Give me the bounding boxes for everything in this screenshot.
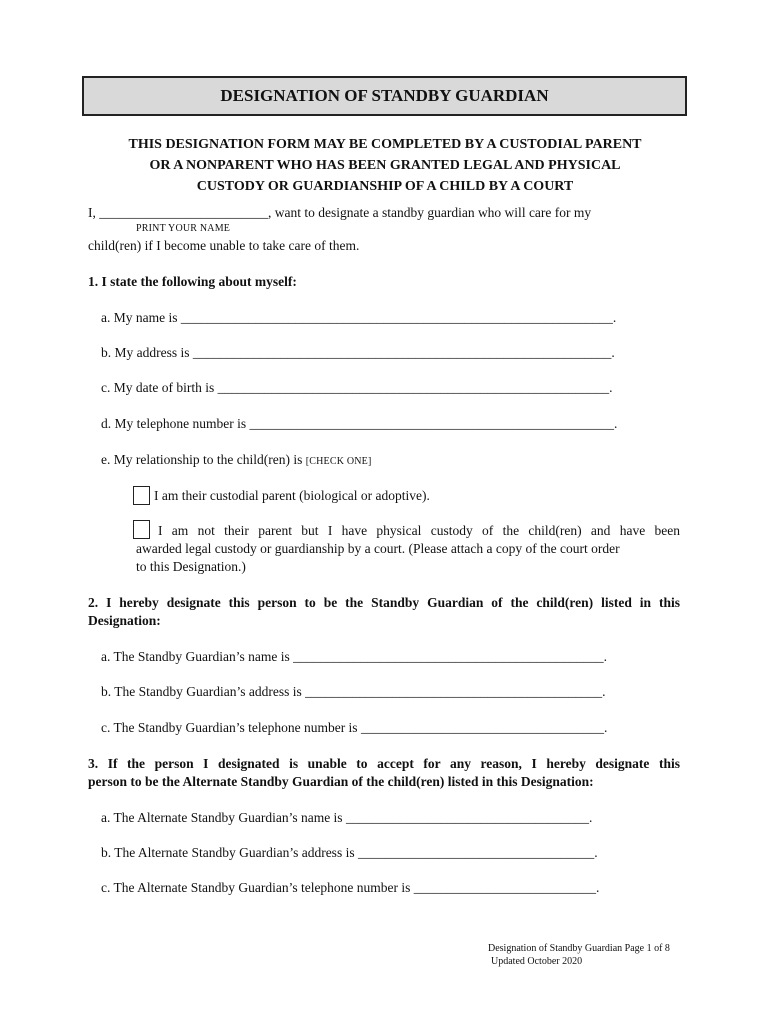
nonparent-label-line: I am not their parent but I have physical custody of the child(ren) and have been — [158, 523, 680, 538]
intro-line: OR A NONPARENT WHO HAS BEEN GRANTED LEGAL AND PHYSICAL — [149, 158, 621, 173]
alternate-guardian-telephone-field[interactable]: c. The Alternate Standby Guardian’s telephone number is ___________________________. — [101, 880, 600, 895]
my-name-field[interactable]: a. My name is ________________________________________________________________. — [101, 310, 617, 325]
alternate-guardian-name-field[interactable]: a. The Alternate Standby Guardian’s name is ____________________________________. — [101, 810, 593, 825]
guardian-telephone-field[interactable]: c. The Standby Guardian’s telephone number is ____________________________________. — [101, 720, 608, 735]
section2-heading: 2. I hereby designate this person to be the Standby Guardian of the child(ren) listed in this — [88, 595, 680, 610]
nonparent-label-line: to this Designation.) — [136, 559, 246, 574]
guardian-address-field[interactable]: b. The Standby Guardian’s address is ____________________________________________. — [101, 684, 606, 699]
nonparent-label-line: awarded legal custody or guardianship by a court. (Please attach a copy of the court order — [136, 541, 620, 556]
my-address-field[interactable]: b. My address is ______________________________________________________________. — [101, 345, 615, 360]
intro-notice — [80, 134, 690, 197]
section1-heading: 1. I state the following about myself: — [88, 274, 297, 289]
print-name-hint: PRINT YOUR NAME — [136, 223, 231, 234]
intro-line: CUSTODY OR GUARDIANSHIP OF A CHILD BY A COURT — [196, 179, 574, 194]
relationship-text: e. My relationship to the child(ren) is — [101, 452, 306, 467]
nonparent-custody-checkbox[interactable] — [133, 520, 150, 539]
check-one-hint: [CHECK ONE] — [305, 456, 372, 467]
my-telephone-field[interactable]: d. My telephone number is ______________________________________________________. — [101, 416, 618, 431]
section3-heading: 3. If the person I designated is unable to accept for any reason, I hereby designate this — [88, 756, 680, 771]
custodial-parent-label: I am their custodial parent (biological or adoptive). — [154, 488, 430, 503]
alternate-guardian-address-field[interactable]: b. The Alternate Standby Guardian’s address is ___________________________________. — [101, 845, 598, 860]
footer-updated-date: Updated October 2020 — [491, 956, 583, 967]
my-birthdate-field[interactable]: c. My date of birth is __________________________________________________________. — [101, 380, 613, 395]
declaration-line: I, _________________________, want to designate a standby guardian who will care for my — [88, 205, 592, 220]
page-footer — [488, 942, 670, 968]
intro-line: THIS DESIGNATION FORM MAY BE COMPLETED BY A CUSTODIAL PARENT — [128, 137, 642, 152]
section3-heading-line-2: person to be the Alternate Standby Guardian of the child(ren) listed in this Designation: — [88, 774, 594, 789]
section2-heading-line-2: Designation: — [88, 613, 161, 628]
relationship-label — [101, 452, 372, 468]
guardian-name-field[interactable]: a. The Standby Guardian’s name is ______________________________________________. — [101, 649, 607, 664]
form-title: DESIGNATION OF STANDBY GUARDIAN — [82, 76, 687, 116]
custodial-parent-checkbox[interactable] — [133, 486, 150, 505]
declaration-line-2: child(ren) if I become unable to take care of them. — [88, 238, 360, 253]
footer-page-number: Designation of Standby Guardian Page 1 of 8 — [488, 943, 670, 954]
